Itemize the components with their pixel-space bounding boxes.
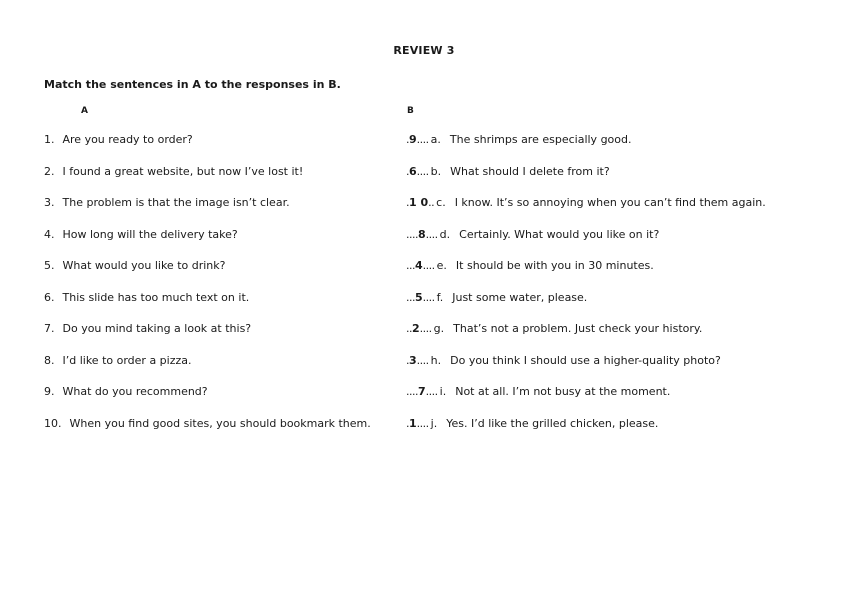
- matching-row: [0, 259, 848, 291]
- answer-number: 9: [409, 133, 417, 146]
- answer-number: 4: [415, 259, 423, 272]
- sentence-a: [44, 228, 238, 241]
- answer-number: 1: [409, 416, 417, 430]
- answer-blank-dots: ....: [422, 290, 435, 304]
- matching-row: [0, 385, 848, 417]
- matching-row: [0, 133, 848, 165]
- sentence-number: 2.: [44, 164, 55, 178]
- sentence-text: Do you mind taking a look at this?: [62, 322, 252, 335]
- matching-row: [0, 417, 848, 449]
- response-text: I know. It’s so annoying when you can’t find them again.: [454, 196, 766, 209]
- response-b: [406, 354, 721, 367]
- sentence-a: [44, 165, 303, 178]
- answer-blank-dots: ..: [428, 196, 435, 209]
- answer-blank-dots: ....: [425, 227, 438, 241]
- answer-number: 2: [412, 322, 420, 335]
- response-letter: c.: [436, 196, 446, 209]
- sentence-text: The problem is that the image isn’t clear.: [62, 196, 290, 209]
- response-b: [406, 291, 587, 304]
- response-b: [406, 165, 610, 178]
- response-letter: a.: [430, 133, 441, 146]
- response-b: [406, 259, 654, 272]
- response-letter: d.: [439, 227, 451, 241]
- sentence-number: 8.: [44, 353, 55, 367]
- answer-blank-dots: ....: [422, 259, 435, 272]
- instruction-text: Match the sentences in A to the responses in B.: [44, 78, 341, 91]
- response-text: Yes. I’d like the grilled chicken, please.: [446, 416, 659, 430]
- response-text: Do you think I should use a higher-quality photo?: [450, 353, 721, 367]
- sentence-text: I’d like to order a pizza.: [62, 353, 192, 367]
- sentence-number: 9.: [44, 385, 55, 398]
- response-letter: i.: [439, 385, 447, 398]
- sentence-a: [44, 196, 290, 209]
- response-text: What should I delete from it?: [450, 164, 610, 178]
- sentence-text: This slide has too much text on it.: [62, 290, 250, 304]
- sentence-number: 5.: [44, 259, 55, 272]
- answer-number: 7: [418, 385, 426, 398]
- response-letter: j.: [430, 416, 438, 430]
- sentence-text: What would you like to drink?: [62, 259, 226, 272]
- response-letter: h.: [430, 353, 442, 367]
- matching-row: [0, 322, 848, 354]
- sentence-text: When you find good sites, you should bookmark them.: [69, 416, 371, 430]
- matching-row: [0, 196, 848, 228]
- column-a-header: A: [81, 106, 88, 116]
- answer-blank-dots: .: [406, 416, 409, 430]
- sentence-text: What do you recommend?: [62, 385, 208, 398]
- answer-number: 3: [409, 353, 417, 367]
- sentence-a: [44, 259, 225, 272]
- response-b: [406, 228, 659, 241]
- answer-blank-dots: ....: [416, 353, 429, 367]
- answer-blank-dots: ...: [406, 290, 415, 304]
- page-title: REVIEW 3: [393, 44, 455, 57]
- answer-blank-dots: ....: [416, 164, 429, 178]
- response-text: Not at all. I’m not busy at the moment.: [455, 385, 671, 398]
- response-letter: g.: [433, 322, 445, 335]
- response-letter: f.: [436, 290, 444, 304]
- response-letter: e.: [436, 259, 447, 272]
- sentence-number: 7.: [44, 322, 55, 335]
- response-text: That’s not a problem. Just check your history.: [453, 322, 703, 335]
- sentence-a: [44, 417, 371, 430]
- answer-blank-dots: .: [406, 353, 409, 367]
- answer-blank-dots: ....: [419, 322, 432, 335]
- response-text: Certainly. What would you like on it?: [459, 227, 660, 241]
- response-b: [406, 417, 658, 430]
- sentence-a: [44, 322, 251, 335]
- response-b: [406, 322, 702, 335]
- sentence-a: [44, 385, 208, 398]
- response-b: [406, 196, 766, 209]
- answer-number: 1 0: [409, 196, 429, 209]
- matching-list: [0, 133, 848, 448]
- answer-blank-dots: ....: [406, 227, 418, 241]
- sentence-number: 10.: [44, 416, 62, 430]
- response-letter: b.: [430, 164, 442, 178]
- answer-blank-dots: ..: [406, 322, 412, 335]
- matching-row: [0, 291, 848, 323]
- sentence-number: 4.: [44, 227, 55, 241]
- sentence-a: [44, 133, 193, 146]
- sentence-number: 3.: [44, 196, 55, 209]
- response-b: [406, 133, 632, 146]
- sentence-text: I found a great website, but now I’ve lost it!: [62, 164, 304, 178]
- sentence-number: 1.: [44, 133, 55, 146]
- answer-number: 5: [415, 290, 423, 304]
- answer-blank-dots: ....: [406, 385, 418, 398]
- response-text: The shrimps are especially good.: [449, 133, 632, 146]
- response-text: It should be with you in 30 minutes.: [455, 259, 654, 272]
- sentence-text: How long will the delivery take?: [62, 227, 238, 241]
- matching-row: [0, 354, 848, 386]
- response-b: [406, 385, 670, 398]
- answer-blank-dots: ....: [416, 416, 429, 430]
- matching-row: [0, 228, 848, 260]
- answer-blank-dots: .: [406, 196, 409, 209]
- sentence-a: [44, 291, 249, 304]
- matching-row: [0, 165, 848, 197]
- answer-blank-dots: ...: [406, 259, 415, 272]
- response-text: Just some water, please.: [452, 290, 588, 304]
- answer-blank-dots: ....: [416, 133, 429, 146]
- sentence-number: 6.: [44, 290, 55, 304]
- sentence-text: Are you ready to order?: [62, 133, 193, 146]
- answer-number: 6: [409, 164, 417, 178]
- answer-blank-dots: .: [406, 164, 409, 178]
- column-b-header: B: [407, 106, 414, 116]
- answer-number: 8: [418, 227, 426, 241]
- answer-blank-dots: ....: [425, 385, 438, 398]
- sentence-a: [44, 354, 192, 367]
- answer-blank-dots: .: [406, 133, 409, 146]
